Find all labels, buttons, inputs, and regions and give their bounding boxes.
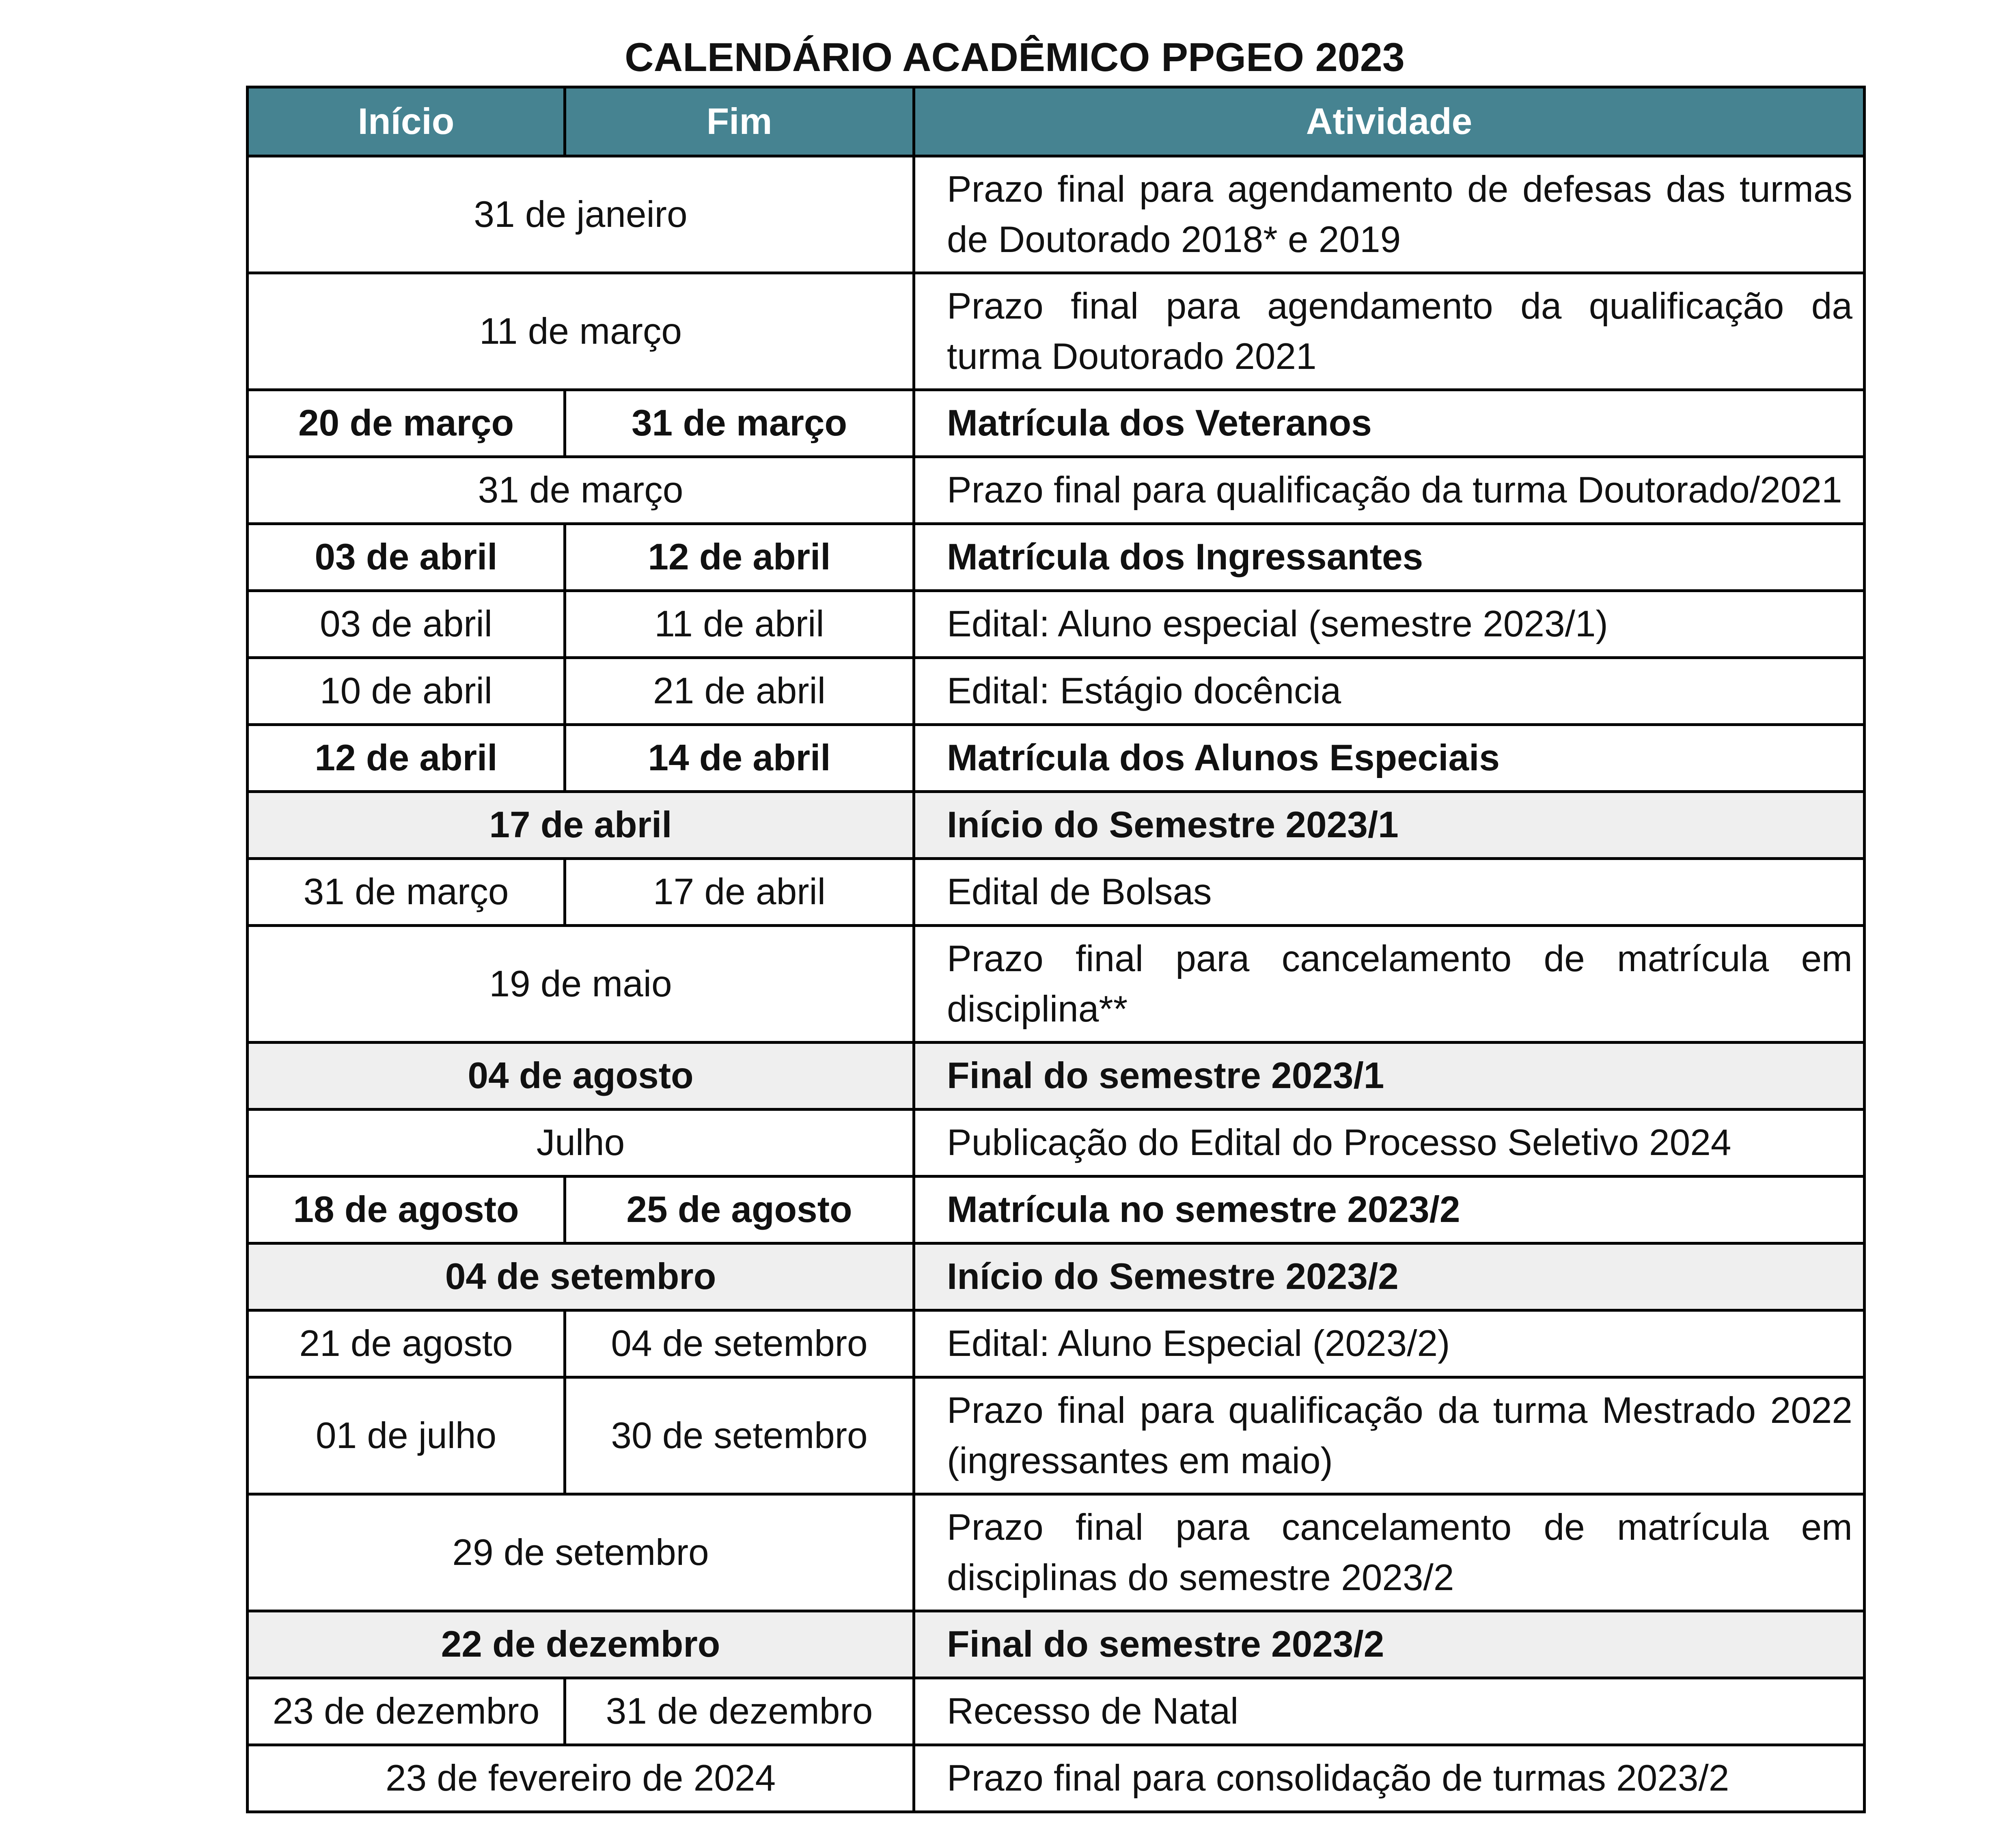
table-row	[248, 1678, 1865, 1745]
start-date-cell: 03 de abril	[248, 591, 565, 658]
table-row	[248, 1745, 1865, 1812]
table-row	[248, 273, 1865, 390]
activity-cell: Matrícula dos Alunos Especiais	[914, 725, 1865, 792]
start-date-cell: 20 de março	[248, 390, 565, 457]
start-date-cell: 21 de agosto	[248, 1310, 565, 1377]
activity-cell: Prazo final para agendamento da qualificação da turma Doutorado 2021	[914, 273, 1865, 390]
activity-cell: Matrícula dos Veteranos	[914, 390, 1865, 457]
end-date-cell: 31 de março	[565, 390, 914, 457]
activity-cell: Publicação do Edital do Processo Seletivo 2024	[914, 1110, 1865, 1177]
page-title: CALENDÁRIO ACADÊMICO PPGEO 2023	[625, 34, 1405, 80]
activity-cell: Prazo final para agendamento de defesas das turmas de Doutorado 2018* e 2019	[914, 156, 1865, 273]
end-date-cell: 04 de setembro	[565, 1310, 914, 1377]
start-date-cell: 12 de abril	[248, 725, 565, 792]
end-date-cell: 31 de dezembro	[565, 1678, 914, 1745]
table-row	[248, 859, 1865, 926]
activity-cell: Edital de Bolsas	[914, 859, 1865, 926]
date-cell: 31 de janeiro	[248, 156, 914, 273]
column-header-fim: Fim	[565, 87, 914, 156]
table-row	[248, 1043, 1865, 1110]
table-row	[248, 390, 1865, 457]
table-row	[248, 1494, 1865, 1611]
end-date-cell: 14 de abril	[565, 725, 914, 792]
table-row	[248, 1377, 1865, 1494]
activity-cell: Recesso de Natal	[914, 1678, 1865, 1745]
date-cell: 29 de setembro	[248, 1494, 914, 1611]
activity-cell: Matrícula dos Ingressantes	[914, 524, 1865, 591]
table-row	[248, 725, 1865, 792]
table-header-row	[248, 87, 1865, 156]
activity-cell: Edital: Aluno especial (semestre 2023/1)	[914, 591, 1865, 658]
activity-cell: Prazo final para consolidação de turmas 2023/2	[914, 1745, 1865, 1812]
end-date-cell: 11 de abril	[565, 591, 914, 658]
activity-cell: Prazo final para qualificação da turma Doutorado/2021	[914, 457, 1865, 524]
column-header-inicio: Início	[248, 87, 565, 156]
date-cell: 04 de agosto	[248, 1043, 914, 1110]
table-row	[248, 457, 1865, 524]
start-date-cell: 01 de julho	[248, 1377, 565, 1494]
date-cell: 11 de março	[248, 273, 914, 390]
date-cell: 23 de fevereiro de 2024	[248, 1745, 914, 1812]
end-date-cell: 25 de agosto	[565, 1177, 914, 1243]
end-date-cell: 17 de abril	[565, 859, 914, 926]
activity-cell: Prazo final para qualificação da turma Mestrado 2022 (ingressantes em maio)	[914, 1377, 1865, 1494]
column-header-atividade: Atividade	[914, 87, 1865, 156]
activity-cell: Matrícula no semestre 2023/2	[914, 1177, 1865, 1243]
activity-cell: Início do Semestre 2023/1	[914, 792, 1865, 859]
activity-cell: Final do semestre 2023/2	[914, 1611, 1865, 1678]
end-date-cell: 30 de setembro	[565, 1377, 914, 1494]
start-date-cell: 10 de abril	[248, 658, 565, 725]
table-row	[248, 1177, 1865, 1243]
table-row	[248, 1310, 1865, 1377]
table-row	[248, 1110, 1865, 1177]
date-cell: 17 de abril	[248, 792, 914, 859]
date-cell: 19 de maio	[248, 926, 914, 1043]
start-date-cell: 03 de abril	[248, 524, 565, 591]
start-date-cell: 31 de março	[248, 859, 565, 926]
activity-cell: Edital: Estágio docência	[914, 658, 1865, 725]
end-date-cell: 12 de abril	[565, 524, 914, 591]
table-row	[248, 1611, 1865, 1678]
table-row	[248, 156, 1865, 273]
calendar-table	[246, 86, 1866, 1813]
activity-cell: Início do Semestre 2023/2	[914, 1243, 1865, 1310]
table-row	[248, 524, 1865, 591]
activity-cell: Prazo final para cancelamento de matrícula em disciplinas do semestre 2023/2	[914, 1494, 1865, 1611]
table-row	[248, 1243, 1865, 1310]
date-cell: 04 de setembro	[248, 1243, 914, 1310]
date-cell: Julho	[248, 1110, 914, 1177]
activity-cell: Final do semestre 2023/1	[914, 1043, 1865, 1110]
table-row	[248, 658, 1865, 725]
activity-cell: Edital: Aluno Especial (2023/2)	[914, 1310, 1865, 1377]
start-date-cell: 23 de dezembro	[248, 1678, 565, 1745]
date-cell: 31 de março	[248, 457, 914, 524]
table-row	[248, 792, 1865, 859]
table-row	[248, 926, 1865, 1043]
table-row	[248, 591, 1865, 658]
end-date-cell: 21 de abril	[565, 658, 914, 725]
date-cell: 22 de dezembro	[248, 1611, 914, 1678]
start-date-cell: 18 de agosto	[248, 1177, 565, 1243]
activity-cell: Prazo final para cancelamento de matrícula em disciplina**	[914, 926, 1865, 1043]
